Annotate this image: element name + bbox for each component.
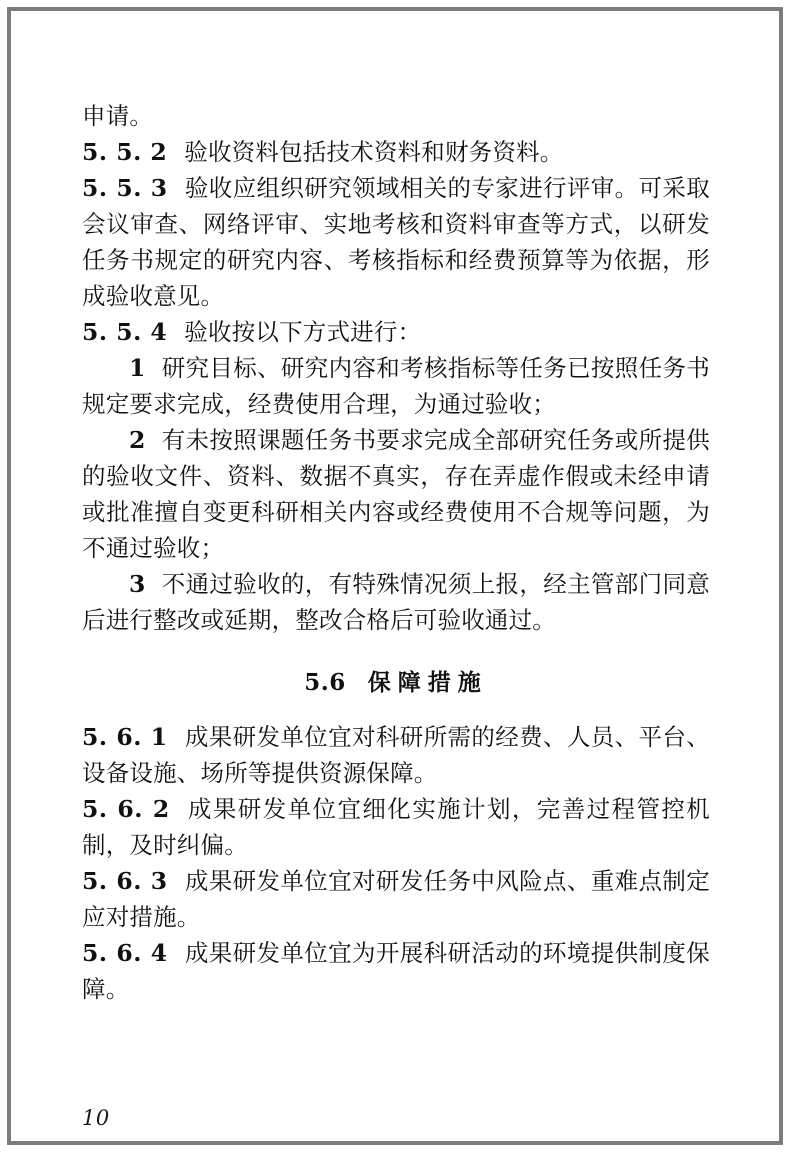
page-text-body: [82, 98, 710, 1007]
clause-number: 5. 5. 2: [82, 138, 168, 166]
clause-text: 验收资料包括技术资料和财务资料。: [184, 138, 564, 166]
clause-text: 成果研发单位宜对科研所需的经费、人员、平台、设备设施、场所等提供资源保障。: [82, 723, 710, 787]
clause-5-5-3: [82, 170, 710, 314]
section-heading-5-6: [82, 664, 710, 697]
list-item-text: 研究目标、研究内容和考核指标等任务已按照任务书规定要求完成，经费使用合理，为通过验收；: [82, 354, 710, 418]
section-heading-title: 保障措施: [367, 669, 488, 696]
clause-5-5-4: [82, 314, 710, 350]
clause-5-6-4: [82, 935, 710, 1007]
clause-text: 成果研发单位宜为开展科研活动的环境提供制度保障。: [82, 939, 710, 1003]
clause-number: 5. 6. 3: [82, 867, 168, 895]
clause-number: 5. 6. 2: [82, 795, 170, 823]
list-item-2: [82, 422, 710, 566]
paragraph-continuation: [82, 98, 710, 134]
list-item-text: 不通过验收的，有特殊情况须上报，经主管部门同意后进行整改或延期，整改合格后可验收通过。: [82, 570, 710, 634]
clause-number: 5. 6. 1: [82, 723, 168, 751]
paragraph-text: 申请。: [82, 102, 154, 130]
list-item-1: [82, 350, 710, 422]
clause-text: 成果研发单位宜对研发任务中风险点、重难点制定应对措施。: [82, 867, 710, 931]
clause-text: 成果研发单位宜细化实施计划，完善过程管控机制，及时纠偏。: [82, 795, 710, 859]
list-item-text: 有未按照课题任务书要求完成全部研究任务或所提供的验收文件、资料、数据不真实，存在弄虚作假或未经申请或批准擅自变更科研相关内容或经费使用不合规等问题，为不通过验收；: [82, 426, 710, 562]
clause-number: 5. 5. 4: [82, 318, 168, 346]
clause-text: 验收应组织研究领域相关的专家进行评审。可采取会议审查、网络评审、实地考核和资料审查等方式，以研发任务书规定的研究内容、考核指标和经费预算等为依据，形成验收意见。: [82, 174, 710, 310]
clause-5-6-1: [82, 719, 710, 791]
clause-5-6-2: [82, 791, 710, 863]
clause-5-5-2: [82, 134, 710, 170]
section-heading-number: 5.6: [304, 669, 346, 696]
clause-number: 5. 6. 4: [82, 939, 168, 967]
clause-5-6-3: [82, 863, 710, 935]
list-item-3: [82, 566, 710, 638]
clause-number: 5. 5. 3: [82, 174, 168, 202]
list-item-number: 2: [129, 426, 146, 454]
page-number: 10: [82, 1106, 110, 1130]
list-item-number: 1: [129, 354, 146, 382]
list-item-number: 3: [129, 570, 146, 598]
clause-text: 验收按以下方式进行：: [184, 318, 422, 346]
